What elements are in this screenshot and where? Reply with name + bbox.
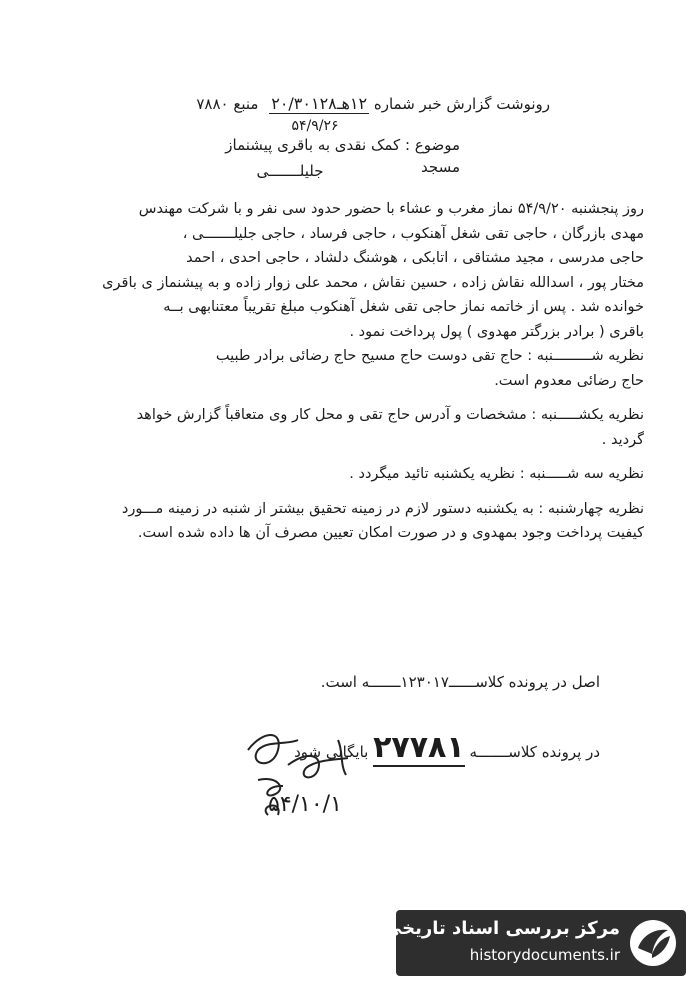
subject-line: موضوع : کمک نقدی به باقری پیشنماز مسجد <box>225 136 460 176</box>
opinion-wednesday: نظریه چهارشنبه : به یکشنبه دستور لازم در زمینه تحقیق بیشتر از شنبه در زمینه مـــورد <box>121 500 644 517</box>
opinion-wednesday-continued: کیفیت پرداخت وجود بمهدوی و در صورت امکان تعیین مصرف آن ها داده شده است. <box>137 525 644 541</box>
archive-suffix: بایگانی شود <box>294 743 369 761</box>
body-line: مختار پور ، اسدالله نقاش زاده ، حسین نقاش ، محمد علی زوار زاده و به پیشنماز ی باقری <box>102 274 644 291</box>
opinion-tuesday: نظریه سه شـــــنبه : نظریه یکشنبه تائید میگردد . <box>349 466 644 482</box>
opinion-sunday-continued: گردید . <box>601 431 644 448</box>
original-file-note: اصل در پرونده کلاســــــ۱۲۳۰۱۷ـــــــه است. <box>320 673 600 691</box>
report-number: ۱۲هـ۲۰/۳۰۱۲۸ <box>271 94 368 113</box>
signature-date: ۵۴/۱۰/۱ <box>268 792 342 817</box>
body-line: باقری ( برادر بزرگتر مهدوی ) پول پرداخت نمود . <box>349 323 644 340</box>
body-line: حاجی مدرسی ، مجید مشتاقی ، اتابکی ، هوشنگ دلشاد ، حاجی احدی ، احمد <box>186 250 644 266</box>
watermark-banner <box>383 910 686 976</box>
folded-document-logo-icon <box>628 918 678 968</box>
report-body <box>54 197 644 546</box>
report-date: ۵۴/۹/۲۶ <box>291 118 339 134</box>
opinion-saturday-continued: حاج رضائی معدوم است. <box>494 372 644 389</box>
source-number: منبع ۷۸۸۰ <box>196 95 259 113</box>
archive-label: در پرونده کلاســـــــه <box>469 743 600 761</box>
subject-line-continued: جلیلـــــــی <box>256 162 324 180</box>
opinion-sunday: نظریه یکشـــــنبه : مشخصات و آدرس حاج تقی و محل کار وی متعاقباً گزارش خواهد <box>136 407 644 423</box>
report-header <box>120 93 550 137</box>
opinion-saturday: نظریه شـــــــــنبه : حاج تقی دوست حاج مسیح حاج رضائی برادر طبیب <box>215 348 644 364</box>
archive-number: ۲۷۷۸۱ <box>373 730 465 765</box>
body-line: مهدی بازرگان ، حاجی تقی شغل آهنکوب ، حاجی فرساد ، حاجی جلیلـــــــی ، <box>182 225 644 242</box>
body-line: روز پنجشنبه ۵۴/۹/۲۰ نماز مغرب و عشاء با حضور حدود سی نفر و با شرکت مهندس <box>138 201 644 217</box>
body-line: خوانده شد . پس از خاتمه نماز حاجی تقی شغل آهنکوب مبلغ تقریباً معتنابهی بــه <box>163 299 644 315</box>
watermark-title: مرکز بررسی اسناد تاریخی <box>383 918 620 939</box>
header-label: رونوشت گزارش خبر شماره <box>373 95 550 113</box>
watermark-url: historydocuments.ir <box>469 946 620 964</box>
